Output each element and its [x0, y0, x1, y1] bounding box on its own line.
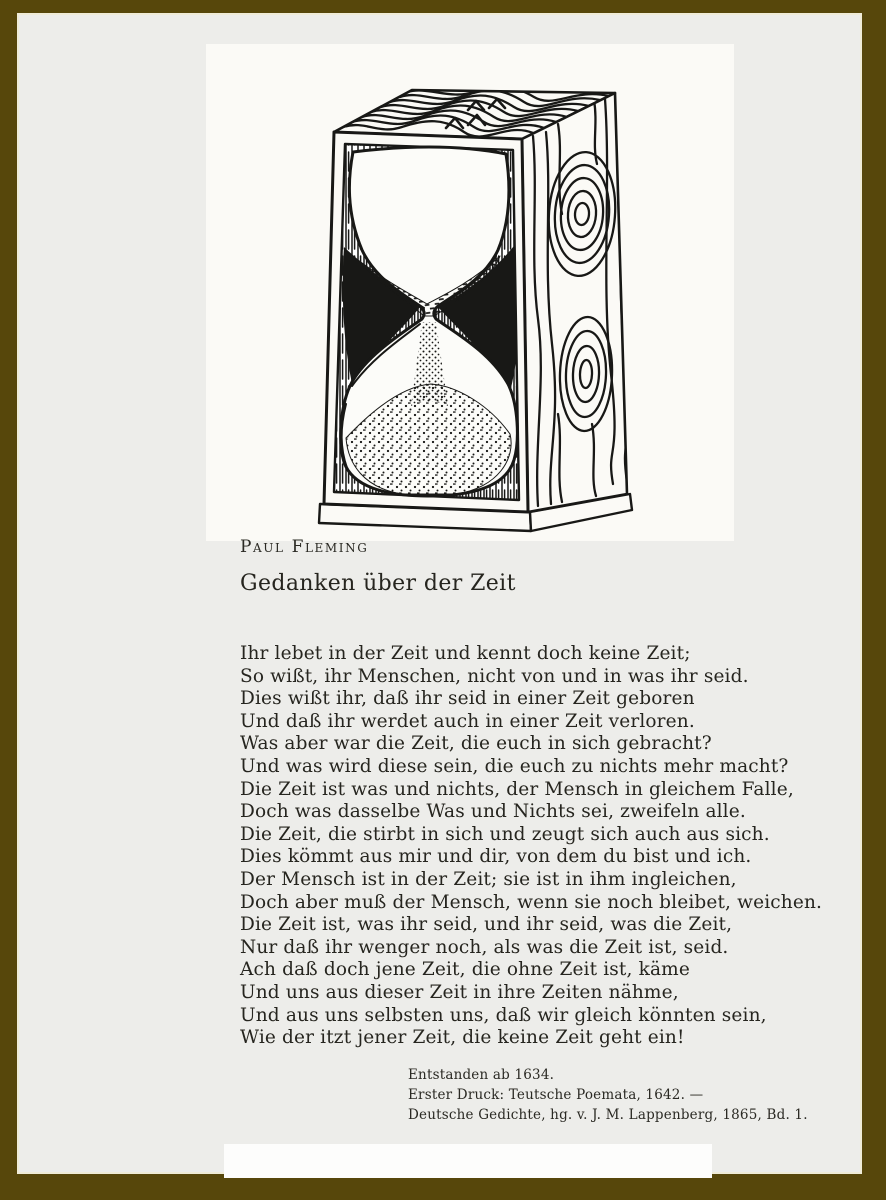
poem-line: Die Zeit, die stirbt in sich und zeugt sich auch aus sich. [240, 823, 770, 845]
poem-line: Wie der itzt jener Zeit, die keine Zeit geht ein! [240, 1027, 685, 1049]
poem-line: Die Zeit ist, was ihr seid, und ihr seid, was die Zeit, [240, 914, 733, 936]
poem-line: So wißt, ihr Menschen, nicht von und in was ihr seid. [240, 665, 749, 687]
poem-title: Gedanken über der Zeit [240, 571, 516, 596]
poem-line: Und aus uns selbsten uns, daß wir gleich könnten sein, [240, 1004, 767, 1026]
poem-line: Und daß ihr werdet auch in einer Zeit verloren. [240, 710, 695, 732]
poem-author: Paul Fleming [240, 537, 369, 557]
book-page [17, 13, 862, 1174]
hourglass-illustration [206, 44, 734, 541]
poem-line: Ach daß doch jene Zeit, die ohne Zeit ist, käme [240, 959, 690, 981]
poem-line: Dies wißt ihr, daß ihr seid in einer Zeit geboren [240, 688, 695, 710]
poem-line: Und uns aus dieser Zeit in ihre Zeiten nähme, [240, 981, 679, 1003]
source-note-line: Deutsche Gedichte, hg. v. J. M. Lappenberg, 1865, Bd. 1. [408, 1106, 808, 1123]
source-note [408, 1066, 808, 1125]
poem-line: Doch aber muß der Mensch, wenn sie noch bleibet, weichen. [240, 891, 823, 913]
poem-line: Ihr lebet in der Zeit und kennt doch keine Zeit; [240, 643, 691, 664]
illustration-plate [206, 44, 734, 541]
poem-line: Die Zeit ist was und nichts, der Mensch in gleichem Falle, [240, 778, 794, 800]
poem-line: Was aber war die Zeit, die euch in sich gebracht? [240, 733, 712, 755]
poem-line: Nur daß ihr wenger noch, als was die Zeit ist, seid. [240, 936, 729, 958]
poem-line: Der Mensch ist in der Zeit; sie ist in ihm ingleichen, [240, 868, 737, 890]
source-note-line: Entstanden ab 1634. [408, 1067, 555, 1083]
poem-line: Und was wird diese sein, die euch zu nichts mehr macht? [240, 755, 789, 777]
scan-whiteout-strip [224, 1144, 712, 1178]
box-right-face [522, 93, 628, 512]
poem-line: Dies kömmt aus mir und dir, von dem du bist und ich. [240, 846, 752, 868]
source-note-line: Erster Druck: Teutsche Poemata, 1642. — [408, 1086, 704, 1103]
poem-line: Doch was dasselbe Was und Nichts sei, zweifeln alle. [240, 801, 746, 823]
poem-body [240, 643, 822, 1050]
